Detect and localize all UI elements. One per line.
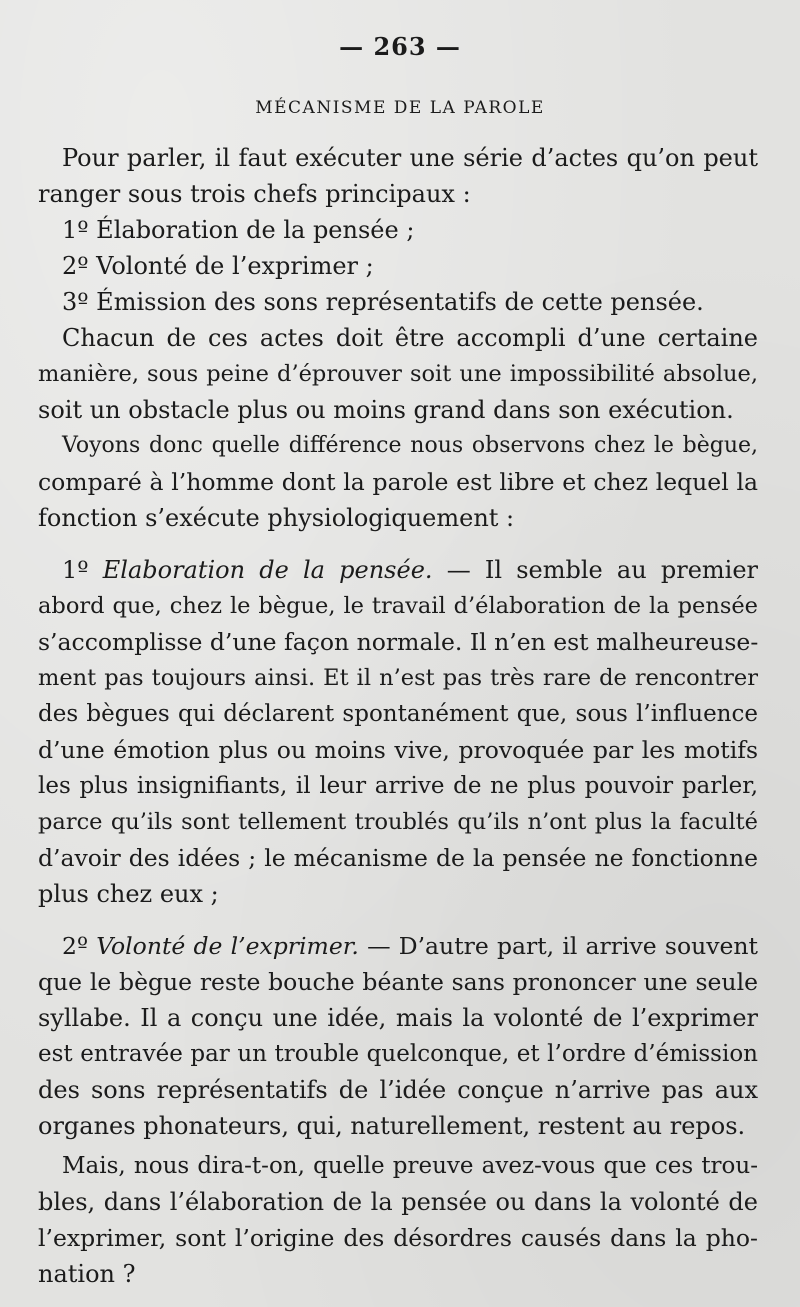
text-line: d’une émotion plus ou moins vive, provoquée par les motifs — [38, 736, 758, 764]
page-body — [38, 140, 758, 1292]
text-line: 3º Émission des sons représentatifs de cette pensée. — [62, 288, 704, 316]
text-line: des bègues qui déclarent spontanément que, sous l’influence — [38, 701, 758, 727]
text-line: est entravée par un trouble quelconque, et l’ordre d’émission — [38, 1041, 758, 1067]
text-line: comparé à l’homme dont la parole est libre et chez lequel la — [38, 468, 758, 496]
text-line: soit un obstacle plus ou moins grand dans son exécution. — [38, 396, 734, 424]
text-line: 1º Élaboration de la pensée ; — [62, 216, 415, 244]
list-item — [38, 248, 758, 284]
text-line: nation ? — [38, 1260, 136, 1288]
text-line — [38, 552, 758, 588]
list-item — [38, 284, 758, 320]
text-line: s’accomplisse d’une façon normale. Il n’en est malheureuse- — [38, 628, 759, 656]
item-heading: Volonté de l’exprimer. — [96, 932, 359, 960]
paragraph-spacer — [38, 536, 758, 552]
item-heading: Elaboration de la pensée. — [102, 556, 433, 584]
text-run: — D’autre part, il arrive souvent — [367, 932, 758, 960]
text-line: Chacun de ces actes doit être accompli d’une certaine — [62, 324, 758, 352]
text-line: fonction s’exécute physiologiquement : — [38, 504, 515, 532]
text-line: bles, dans l’élaboration de la pensée ou dans la volonté de — [38, 1188, 758, 1216]
text-line: Pour parler, il faut exécuter une série d’actes qu’on peut — [62, 144, 758, 172]
paragraph — [38, 928, 758, 1144]
paragraph — [38, 140, 758, 212]
text-line: parce qu’ils sont tellement troublés qu’ils n’ont plus la faculté — [38, 809, 758, 835]
text-line: les plus insignifiants, il leur arrive de ne plus pouvoir parler, — [38, 773, 758, 799]
text-line: que le bègue reste bouche béante sans prononcer une seule — [38, 968, 758, 996]
text-line: organes phonateurs, qui, naturellement, restent au repos. — [38, 1112, 746, 1140]
paragraph — [38, 552, 758, 912]
paragraph — [38, 320, 758, 428]
text-line: abord que, chez le bègue, le travail d’élaboration de la pensée — [38, 593, 758, 619]
text-line: l’exprimer, sont l’origine des désordres causés dans la pho- — [38, 1224, 758, 1252]
text-line: Voyons donc quelle différence nous observons chez le bègue, — [62, 433, 758, 458]
text-line: des sons représentatifs de l’idée conçue n’arrive pas aux — [38, 1076, 758, 1104]
page-number: — 263 — — [339, 32, 461, 61]
text-line: ment pas toujours ainsi. Et il n’est pas très rare de rencontrer — [38, 665, 758, 691]
item-number: 1º — [62, 556, 89, 584]
paragraph — [38, 428, 758, 536]
text-line: d’avoir des idées ; le mécanisme de la pensée ne fonctionne — [38, 844, 758, 872]
section-title: MÉCANISME DE LA PAROLE — [255, 98, 545, 118]
text-line — [38, 928, 758, 964]
text-line: ranger sous trois chefs principaux : — [38, 180, 471, 208]
text-line: plus chez eux ; — [38, 880, 219, 908]
text-line: Mais, nous dira-t-on, quelle preuve avez-vous que ces trou- — [62, 1153, 758, 1179]
list-item — [38, 212, 758, 248]
text-line: 2º Volonté de l’exprimer ; — [62, 252, 374, 280]
paragraph — [38, 1148, 758, 1292]
paragraph-spacer — [38, 912, 758, 928]
text-run: — Il semble au premier — [446, 556, 759, 584]
text-line: syllabe. Il a conçu une idée, mais la volonté de l’exprimer — [38, 1004, 758, 1032]
text-line: manière, sous peine d’éprouver soit une impossibilité absolue, — [38, 361, 758, 387]
item-number: 2º — [62, 932, 89, 960]
